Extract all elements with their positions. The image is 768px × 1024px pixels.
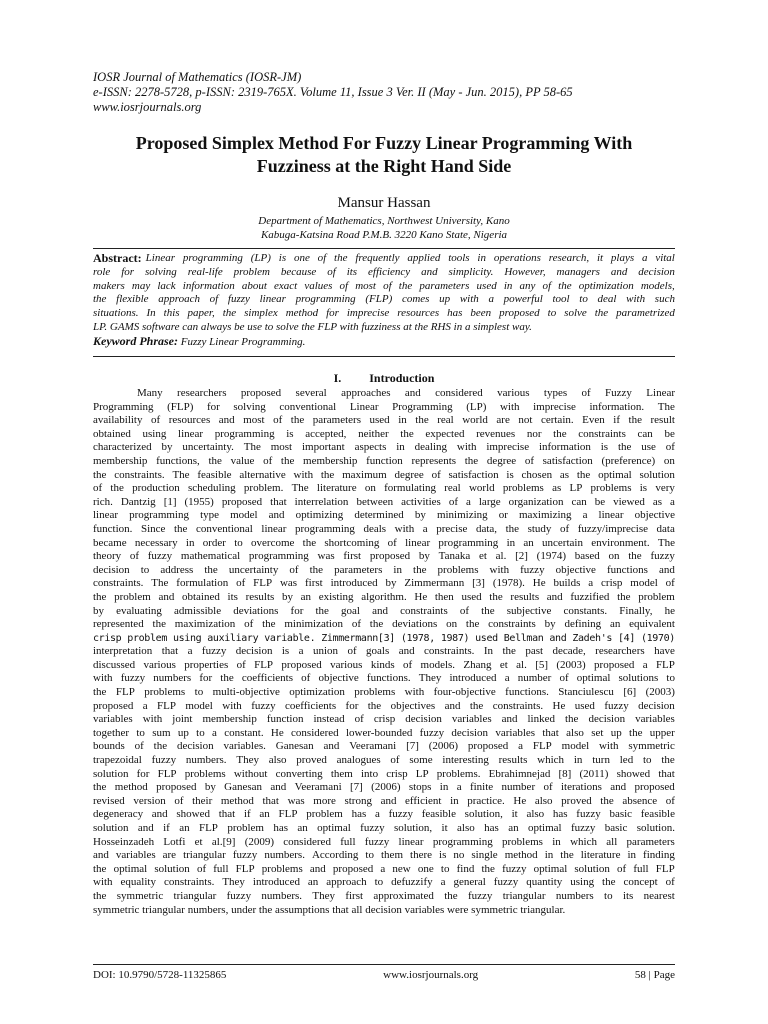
body-line: constraints. The formulation of FLP was first introduced by Zimmermann [3] (1978). He builds a crisp model of: [93, 577, 675, 590]
body-line: by evaluating admissible deviations for the goal and constraints of the subjective constants. Finally, he: [93, 604, 675, 617]
body-line: proposed a FLP model with fuzzy coefficients for the objectives and the constraints. He used fuzzy decision: [93, 699, 675, 712]
body-line: Hosseinzadeh Lotfi et al.[9] (2009) considered full fuzzy linear programming problems in which all parameters: [93, 835, 675, 848]
body-line: obtained using linear programming is accepted, neither the expected revenues nor the constraints can be: [93, 427, 675, 440]
body-line: membership functions, the value of the membership function represents the degree of satisfaction (preference) on: [93, 454, 675, 467]
abstract: [93, 252, 675, 350]
affiliation-line-1: Department of Mathematics, Northwest University, Kano: [258, 215, 510, 227]
paper-title: [80, 132, 688, 178]
abstract-text: LP. GAMS software can always be use to solve the FLP with fuzziness at the RHS in a simplest way.: [93, 320, 532, 333]
body-line: and variables are triangular fuzzy numbers. According to them there is no single method in the literature in finding: [93, 849, 675, 862]
body-line: variables with joint membership function instead of crisp decision variables and linked the decision variables: [93, 713, 675, 726]
body-line: Programming (FLP) for solving conventional Linear Programming (LP) with imprecise information. The: [93, 400, 675, 413]
abstract-line: [93, 266, 675, 280]
body-line: trapezoidal fuzzy numbers. They also proved analogues of some interesting results which in turn led to the: [93, 754, 675, 767]
author-name: Mansur Hassan: [337, 195, 431, 211]
body-line: Many researchers proposed several approaches and considered various types of Fuzzy Linear: [137, 387, 675, 399]
keyword-label: Keyword Phrase:: [93, 333, 178, 348]
journal-name: IOSR Journal of Mathematics (IOSR-JM): [93, 70, 302, 84]
body-line: the method proposed by Ganesan and Veeramani [7] (2006) stops in a finite number of iterations and proposed: [93, 781, 675, 794]
body-line: rich. Dantzig [1] (1955) proposed that interrelation between activities of a large organization can be viewed as a: [93, 495, 675, 508]
footer-doi: DOI: 10.9790/5728-11325865: [93, 969, 227, 981]
section-number: I.: [333, 371, 342, 385]
keywords: [93, 335, 675, 350]
abstract-text: makers may lack information about exact values of most of the parameters used in any of the optimization models,: [93, 279, 675, 292]
body-line: the symmetric triangular fuzzy numbers. They first approximated the fuzzy triangular numbers to its nearest: [93, 889, 675, 902]
section-heading: [93, 371, 675, 385]
body-line: theory of fuzzy mathematical programming was first proposed by Tanaka et al. [2] (1974) based on the fuzzy: [93, 550, 675, 563]
body-line: together to sum up to a constant. He considered lower-bounded fuzzy decision variables that also set up the upper: [93, 726, 675, 739]
body-line: function. Since the conventional linear programming deals with a precise data, the study of fuzzy/imprecise data: [93, 522, 675, 535]
title-line-2: Fuzziness at the Right Hand Side: [256, 156, 512, 176]
body-line: symmetric triangular numbers, under the assumptions that all decision variables were symmetric triangular.: [93, 903, 566, 916]
body-line: the FLP problems to multi-objective optimization problems with four-objective functions. Stanciulescu [6] (2003): [93, 686, 675, 699]
body-line: bounds of the decision variables. Ganesan and Veeramani [7] (2006) proposed a FLP model with symmetric: [93, 740, 675, 753]
body-line: with fuzzy numbers for the coefficients of objective functions. They introduced a number of optimal solutions to: [93, 672, 675, 685]
abstract-text: Linear programming (LP) is one of the frequently applied tools in operations research, it plays a vital: [145, 252, 675, 264]
footer-website: www.iosrjournals.org: [383, 969, 479, 981]
abstract-top-divider: [93, 248, 675, 249]
body-line: decision to address the uncertainty of the parameters in the problems with fuzzy objective functions and: [93, 563, 675, 576]
body-line: the optimal solution of full FLP problems and proposed a new one to find the fuzzy optimal solution of full FLP: [93, 862, 675, 875]
body-line: revised version of their method that was more strong and efficient in practice. He also proved the absence of: [93, 794, 675, 807]
abstract-text: the flexible approach of fuzzy linear programming (FLP) comes up with a powerful tool to deal with such: [93, 293, 675, 306]
body-line: interpretation that a fuzzy decision is a union of goals and constraints. In the past decade, researchers have: [93, 645, 675, 658]
keyword-values: Fuzzy Linear Programming.: [180, 335, 306, 348]
body-line: the constraints. The feasible alternative with the maximum degree of satisfaction is chosen as the optimal solution: [93, 468, 675, 481]
abstract-label: Abstract:: [93, 251, 142, 265]
body-line: solution and if an FLP problem has an optimal fuzzy solution, it also has an optimal fuzzy basic solution.: [93, 822, 675, 834]
abstract-line: [93, 293, 675, 307]
section-title: Introduction: [369, 371, 435, 385]
author-affiliation: [80, 214, 688, 242]
affiliation-line-2: Kabuga-Katsina Road P.M.B. 3220 Kano State, Nigeria: [260, 229, 508, 241]
body-line: degeneracy and showed that if an FLP problem has a fuzzy feasible solution, it also has fuzzy basic feasible: [93, 808, 675, 821]
body-line: discussed various properties of FLP proposed various kinds of models. Zhang et al. [5] (2003) proposed a FLP: [93, 658, 675, 671]
abstract-line: [93, 252, 675, 266]
body-line: the problem and obtained its results by an existing algorithm. He then used the results and fuzzified the problem: [93, 590, 675, 603]
body-line: became necessary in order to overcome the shortcoming of linear programming in an uncertain environment. The: [93, 536, 675, 549]
title-line-1: Proposed Simplex Method For Fuzzy Linear Programming With: [135, 133, 633, 153]
footer-page-number: 58 | Page: [634, 969, 675, 981]
body-line: of the production scheduling problem. The literature on formulating real world problems as LP problems is very: [93, 482, 675, 495]
abstract-line: [93, 307, 675, 321]
body-line: crisp problem using auxiliary variable. Zimmermann[3] (1978, 1987) used Bellman and Zadeh's [4] (1970): [93, 632, 675, 644]
abstract-text: role for solving real-life problem because of its efficiency and simplicity. However, managers and decision: [93, 265, 675, 278]
abstract-text: situations. In this paper, the simplex method for imprecise resources has been proposed to solve the parametrized: [93, 307, 675, 320]
journal-website: www.iosrjournals.org: [93, 100, 202, 114]
body-line: represented the maximization of the minimization of the deviations on the constraints by defining an equivalent: [93, 618, 675, 631]
page-footer: [93, 969, 675, 982]
body-line: characterized by uncertainty. The most important aspects in dealing with imprecise information is the use of: [93, 441, 675, 454]
body-line: availability of resources and most of the parameters used in the real world are not certain. Even if the result: [93, 414, 675, 427]
abstract-bottom-divider: [93, 356, 675, 357]
journal-issn: e-ISSN: 2278-5728, p-ISSN: 2319-765X. Volume 11, Issue 3 Ver. II (May - Jun. 2015), PP 58-65: [93, 85, 573, 99]
body-line: linear programming type model and optimizing determined by minimizing or maximizing a linear objective: [93, 509, 675, 522]
abstract-line: [93, 280, 675, 294]
abstract-line: [93, 321, 675, 335]
journal-header: [93, 70, 693, 115]
body-line: solution for FLP problems without converting them into crisp LP problems. Ebrahimnejad [8] (2011) showed that: [93, 767, 675, 780]
introduction-body: [93, 387, 675, 917]
footer-divider: [93, 964, 675, 965]
body-line: with equality constraints. They introduced an approach to defuzzify a general fuzzy quantity using the concept of: [93, 876, 675, 889]
